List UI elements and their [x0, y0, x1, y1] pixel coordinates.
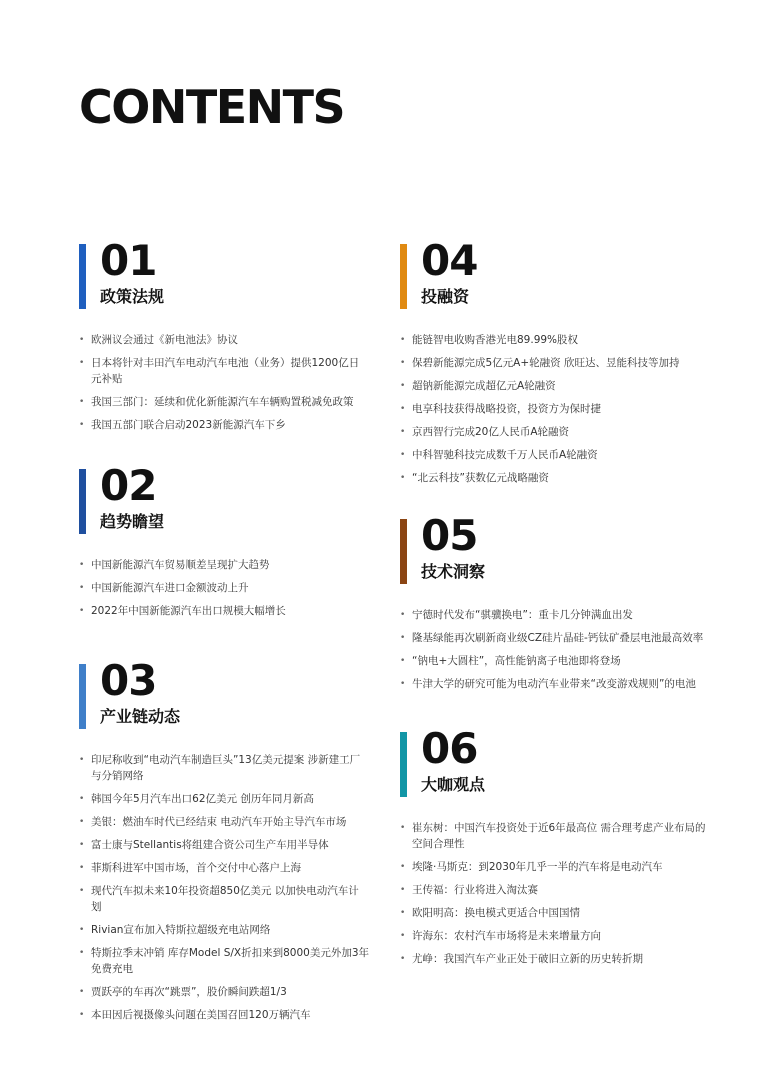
section-03	[79, 656, 369, 1030]
list-item[interactable]: • Rivian宣布加入特斯拉超级充电站网络	[79, 922, 369, 938]
section-label: 投融资	[421, 287, 470, 306]
section-header	[79, 236, 369, 310]
section-accent-bar	[400, 519, 407, 584]
list-item[interactable]: • 牛津大学的研究可能为电动汽车业带来“改变游戏规则”的电池	[400, 676, 710, 692]
section-header	[400, 511, 710, 585]
list-item[interactable]: • 许海东：农村汽车市场将是未来增量方向	[400, 928, 710, 944]
list-item[interactable]: • 我国三部门：延续和优化新能源汽车车辆购置税减免政策	[79, 394, 369, 410]
section-item-list	[400, 607, 710, 692]
list-item[interactable]: • 欧阳明高：换电模式更适合中国国情	[400, 905, 710, 921]
list-item[interactable]: • 日本将针对丰田汽车电动汽车电池（业务）提供1200亿日元补贴	[79, 355, 369, 387]
section-label: 趋势瞻望	[100, 512, 165, 531]
list-item[interactable]: • 电享科技获得战略投资，投资方为保时捷	[400, 401, 710, 417]
list-item[interactable]: • 我国五部门联合启动2023新能源汽车下乡	[79, 417, 369, 433]
section-number: 03	[100, 656, 157, 705]
section-header	[400, 236, 710, 310]
section-number: 06	[421, 724, 478, 773]
list-item[interactable]: • 欧洲议会通过《新电池法》协议	[79, 332, 369, 348]
section-accent-bar	[79, 664, 86, 729]
section-accent-bar	[400, 244, 407, 309]
section-02	[79, 461, 369, 626]
list-item[interactable]: • 中国新能源汽车进口金额波动上升	[79, 580, 369, 596]
section-label: 大咖观点	[421, 775, 486, 794]
list-item[interactable]: • 印尼称收到“电动汽车制造巨头”13亿美元提案 涉新建工厂与分销网络	[79, 752, 369, 784]
section-label: 技术洞察	[421, 562, 486, 581]
list-item[interactable]: • 能链智电收购香港光电89.99%股权	[400, 332, 710, 348]
list-item[interactable]: • 尤峥：我国汽车产业正处于破旧立新的历史转折期	[400, 951, 710, 967]
section-header	[79, 461, 369, 535]
list-item[interactable]: • 中科智驰科技完成数千万人民币A轮融资	[400, 447, 710, 463]
section-01	[79, 236, 369, 440]
section-label: 政策法规	[100, 287, 165, 306]
section-number: 04	[421, 236, 478, 285]
section-accent-bar	[79, 469, 86, 534]
page-title: CONTENTS	[79, 80, 345, 134]
list-item[interactable]: • 埃隆·马斯克：到2030年几乎一半的汽车将是电动汽车	[400, 859, 710, 875]
section-accent-bar	[79, 244, 86, 309]
list-item[interactable]: • 保碧新能源完成5亿元A+轮融资 欣旺达、昱能科技等加持	[400, 355, 710, 371]
section-item-list	[79, 752, 369, 1023]
list-item[interactable]: • 美银：燃油车时代已经结束 电动汽车开始主导汽车市场	[79, 814, 369, 830]
list-item[interactable]: • 2022年中国新能源汽车出口规模大幅增长	[79, 603, 369, 619]
section-05	[400, 511, 710, 699]
section-label: 产业链动态	[100, 707, 181, 726]
list-item[interactable]: • 特斯拉季末冲销 库存Model S/X折扣来到8000美元外加3年免费充电	[79, 945, 369, 977]
section-item-list	[79, 332, 369, 433]
list-item[interactable]: • 中国新能源汽车贸易顺差呈现扩大趋势	[79, 557, 369, 573]
section-item-list	[79, 557, 369, 619]
section-number: 05	[421, 511, 478, 560]
list-item[interactable]: • 王传福：行业将进入淘汰赛	[400, 882, 710, 898]
section-item-list	[400, 332, 710, 486]
list-item[interactable]: • “北云科技”获数亿元战略融资	[400, 470, 710, 486]
section-accent-bar	[400, 732, 407, 797]
list-item[interactable]: • 菲斯科进军中国市场，首个交付中心落户上海	[79, 860, 369, 876]
section-item-list	[400, 820, 710, 967]
list-item[interactable]: • 现代汽车拟未来10年投资超850亿美元 以加快电动汽车计划	[79, 883, 369, 915]
section-header	[400, 724, 710, 798]
list-item[interactable]: • 本田因后视摄像头问题在美国召回120万辆汽车	[79, 1007, 369, 1023]
section-number: 02	[100, 461, 157, 510]
list-item[interactable]: • 京西智行完成20亿人民币A轮融资	[400, 424, 710, 440]
section-06	[400, 724, 710, 974]
list-item[interactable]: • 贾跃亭的车再次“跳票”，股价瞬间跌超1/3	[79, 984, 369, 1000]
section-header	[79, 656, 369, 730]
list-item[interactable]: • 富士康与Stellantis将组建合资公司生产车用半导体	[79, 837, 369, 853]
list-item[interactable]: • 超钠新能源完成超亿元A轮融资	[400, 378, 710, 394]
list-item[interactable]: • 韩国今年5月汽车出口62亿美元 创历年同月新高	[79, 791, 369, 807]
list-item[interactable]: • 宁德时代发布“骐骥换电”：重卡几分钟满血出发	[400, 607, 710, 623]
list-item[interactable]: • “钠电+大圆柱”，高性能钠离子电池即将登场	[400, 653, 710, 669]
list-item[interactable]: • 崔东树：中国汽车投资处于近6年最高位 需合理考虑产业布局的空间合理性	[400, 820, 710, 852]
list-item[interactable]: • 隆基绿能再次刷新商业级CZ硅片晶硅-钙钛矿叠层电池最高效率	[400, 630, 710, 646]
section-number: 01	[100, 236, 157, 285]
section-04	[400, 236, 710, 493]
